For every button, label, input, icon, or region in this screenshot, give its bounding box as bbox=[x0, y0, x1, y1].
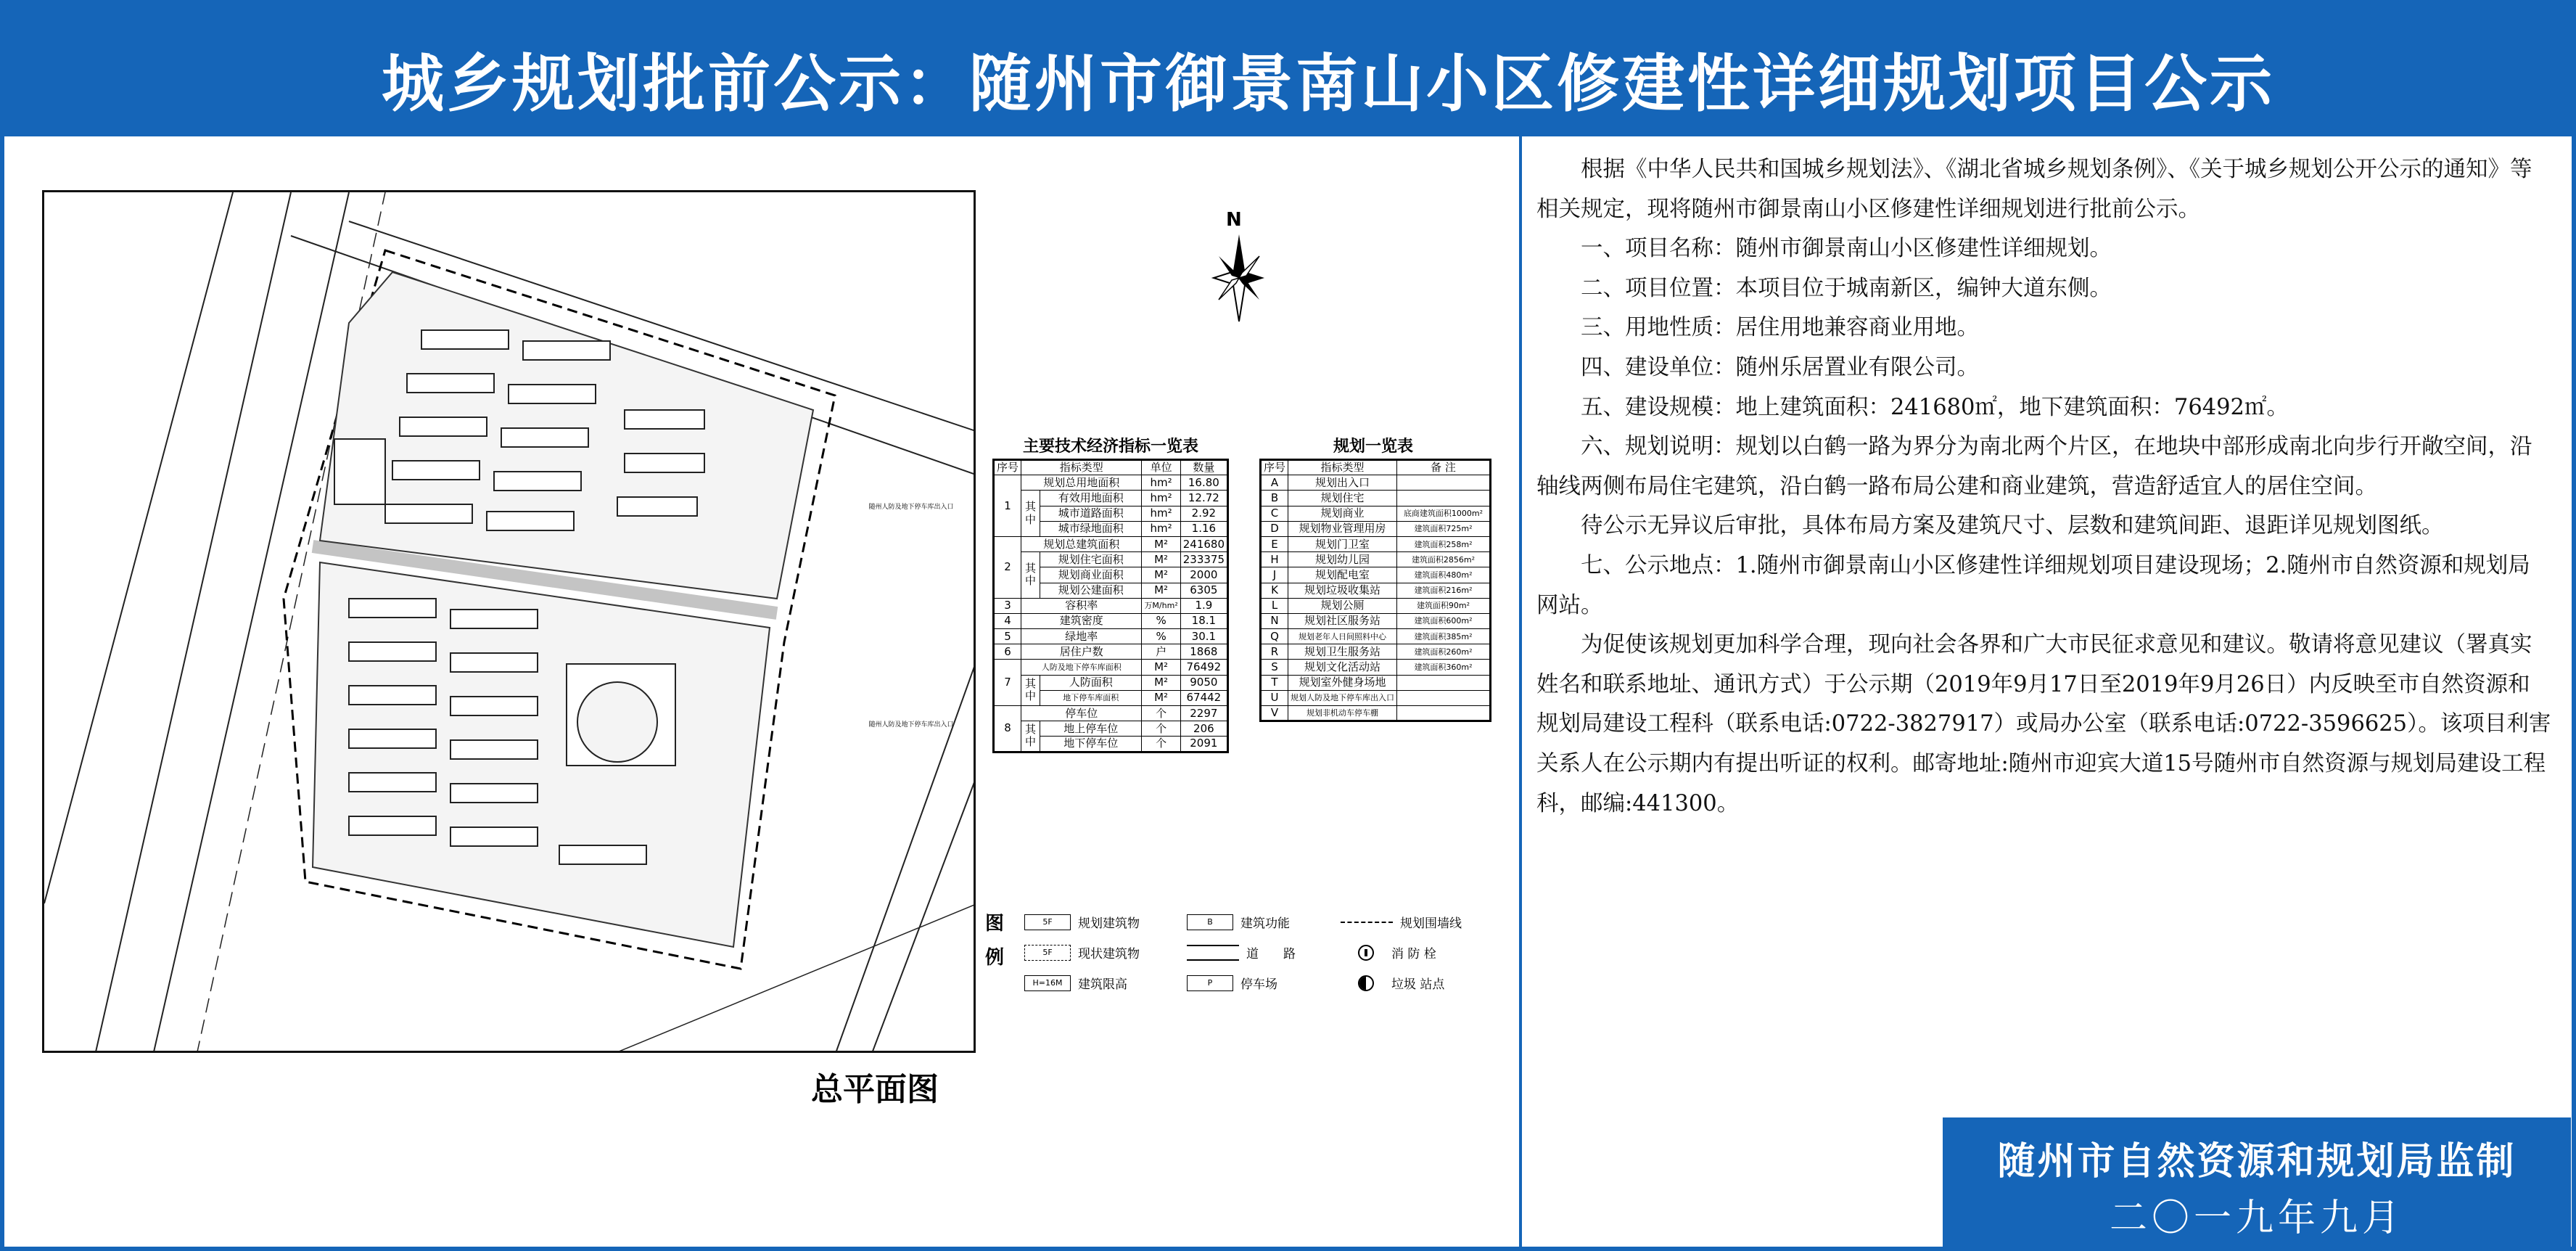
table-header: 单位 bbox=[1142, 460, 1180, 475]
table-header: 指标类型 bbox=[1021, 460, 1142, 475]
table-cell: A bbox=[1261, 475, 1288, 491]
table-cell: 容积率 bbox=[1021, 598, 1142, 613]
south-block bbox=[313, 562, 770, 947]
legend-item-existing-building bbox=[1024, 943, 1140, 961]
notice-paragraph: 待公示无异议后审批，具体布局方案及建筑尺寸、层数和建筑间距、退距详见规划图纸。 bbox=[1581, 513, 2444, 539]
table-cell: E bbox=[1261, 536, 1288, 551]
table-cell: 16.80 bbox=[1180, 475, 1227, 491]
notice-paragraph: 二、项目位置：本项目位于城南新区，编钟大道东侧。 bbox=[1581, 275, 2112, 301]
legend-swatch: 5F bbox=[1024, 945, 1071, 961]
building bbox=[334, 439, 385, 504]
table-cell: 建筑面积258m² bbox=[1397, 536, 1491, 551]
table-cell: 6 bbox=[994, 644, 1021, 660]
hydrant-icon bbox=[1358, 945, 1374, 961]
table-cell: 其中 bbox=[1021, 491, 1040, 537]
table-cell: 规划幼儿园 bbox=[1288, 552, 1397, 567]
table-cell: 规划卫生服务站 bbox=[1288, 644, 1397, 660]
table-cell: M² bbox=[1142, 552, 1180, 567]
table-cell: M² bbox=[1142, 583, 1180, 598]
table-cell: 规划公建面积 bbox=[1040, 583, 1142, 598]
road-note: 随州人防及地下停车库出入口 bbox=[868, 721, 954, 729]
plan-caption: 总平面图 bbox=[811, 1071, 939, 1108]
table-cell: 居住户数 bbox=[1021, 644, 1142, 660]
table-cell: 规划文化活动站 bbox=[1288, 660, 1397, 675]
table-cell: Q bbox=[1261, 629, 1288, 644]
table-cell: 地上停车位 bbox=[1040, 721, 1142, 737]
building bbox=[450, 653, 538, 672]
road-note: 随州人防及地下停车库出入口 bbox=[868, 504, 954, 511]
highway-west-line bbox=[44, 192, 233, 903]
table2-title: 规划一览表 bbox=[1333, 438, 1414, 456]
table-cell: 建筑面积2856m² bbox=[1397, 552, 1491, 567]
table-cell: 其中 bbox=[1021, 721, 1040, 752]
building bbox=[349, 729, 436, 748]
table-cell: 建筑面积90m² bbox=[1397, 598, 1491, 613]
legend-label: 建筑功能 bbox=[1240, 916, 1290, 931]
site-plan-drawing bbox=[42, 190, 976, 1053]
legend-item-road bbox=[1187, 943, 1296, 961]
table-cell: J bbox=[1261, 567, 1288, 583]
table-cell: C bbox=[1261, 506, 1288, 521]
highway-east-line bbox=[871, 773, 976, 1053]
table-cell: 规划人防及地下停车库出入口 bbox=[1288, 690, 1397, 705]
building bbox=[523, 341, 610, 360]
table-cell: 绿地率 bbox=[1021, 629, 1142, 644]
table-cell: 建筑面积385m² bbox=[1397, 629, 1491, 644]
table-cell: 76492 bbox=[1180, 660, 1227, 675]
legend-label: 消 防 栓 bbox=[1391, 947, 1436, 961]
notice-text bbox=[1536, 150, 2552, 824]
table-cell: hm² bbox=[1142, 506, 1180, 521]
table-cell: 规划非机动车停车棚 bbox=[1288, 706, 1397, 721]
table-cell: 1868 bbox=[1180, 644, 1227, 660]
building bbox=[349, 773, 436, 792]
table-cell: 底商建筑面积1000m² bbox=[1397, 506, 1491, 521]
table-cell bbox=[1397, 475, 1491, 491]
table-cell: S bbox=[1261, 660, 1288, 675]
table-cell: 个 bbox=[1142, 737, 1180, 752]
building bbox=[450, 697, 538, 715]
table-cell: B bbox=[1261, 491, 1288, 506]
table-cell: hm² bbox=[1142, 475, 1180, 491]
page-title: 城乡规划批前公示：随州市御景南山小区修建性详细规划项目公示 bbox=[382, 48, 2275, 120]
table-cell: 2 bbox=[994, 536, 1021, 598]
notice-paragraph: 三、用地性质：居住用地兼容商业用地。 bbox=[1581, 315, 1979, 341]
legend-swatch: B bbox=[1187, 914, 1233, 930]
table-cell: 其中 bbox=[1021, 675, 1040, 705]
table-cell: 1 bbox=[994, 475, 1021, 537]
table-cell: hm² bbox=[1142, 521, 1180, 536]
legend-heading bbox=[985, 907, 1007, 975]
table-cell: 18.1 bbox=[1180, 613, 1227, 628]
legend-label: 规划建筑物 bbox=[1078, 916, 1140, 931]
column-divider bbox=[1519, 136, 1522, 1247]
building bbox=[617, 497, 697, 516]
legend-item-garbage bbox=[1341, 974, 1444, 992]
legend-label: 道 路 bbox=[1246, 947, 1296, 961]
legend-item-height-limit bbox=[1024, 974, 1127, 992]
table-cell: 其中 bbox=[1021, 552, 1040, 599]
garbage-station-icon bbox=[1358, 975, 1374, 991]
table-cell: K bbox=[1261, 583, 1288, 598]
table-cell: 规划社区服务站 bbox=[1288, 613, 1397, 628]
notice-paragraph: 一、项目名称：随州市御景南山小区修建性详细规划。 bbox=[1581, 236, 2112, 262]
legend-head-char: 例 bbox=[985, 946, 1005, 969]
highway-west-line bbox=[95, 192, 291, 1053]
north-label: N bbox=[1226, 209, 1242, 231]
table-cell: 规划总用地面积 bbox=[1021, 475, 1142, 491]
table-header: 数量 bbox=[1180, 460, 1227, 475]
building bbox=[450, 784, 538, 803]
table-cell: 3 bbox=[994, 598, 1021, 613]
table-cell: L bbox=[1261, 598, 1288, 613]
table-cell: 建筑面积216m² bbox=[1397, 583, 1491, 598]
table-cell: 规划公厕 bbox=[1288, 598, 1397, 613]
table-cell bbox=[1397, 706, 1491, 721]
table-cell bbox=[1397, 690, 1491, 705]
building bbox=[407, 374, 494, 393]
table-cell: hm² bbox=[1142, 491, 1180, 506]
legend-item-boundary bbox=[1341, 913, 1462, 931]
building bbox=[487, 512, 574, 530]
building bbox=[421, 330, 509, 349]
building bbox=[349, 599, 436, 618]
table-cell: 6305 bbox=[1180, 583, 1227, 598]
table-cell: 2000 bbox=[1180, 567, 1227, 583]
table-cell: 户 bbox=[1142, 644, 1180, 660]
table-cell: 停车位 bbox=[1021, 706, 1142, 721]
table-cell: M² bbox=[1142, 660, 1180, 675]
building bbox=[400, 417, 487, 436]
table-cell: 5 bbox=[994, 629, 1021, 644]
table-cell: 建筑面积725m² bbox=[1397, 521, 1491, 536]
table-cell: 规划出入口 bbox=[1288, 475, 1397, 491]
legend-label: 建筑限高 bbox=[1078, 977, 1127, 992]
table-cell: M² bbox=[1142, 567, 1180, 583]
table-cell: 8 bbox=[994, 706, 1021, 752]
table-cell: 城市道路面积 bbox=[1040, 506, 1142, 521]
table-cell: 规划室外健身场地 bbox=[1288, 675, 1397, 690]
table-cell: 建筑密度 bbox=[1021, 613, 1142, 628]
building bbox=[559, 845, 646, 864]
legend-item-hydrant bbox=[1341, 943, 1436, 961]
table-cell: U bbox=[1261, 690, 1288, 705]
notice-paragraph: 为促使该规划更加科学合理，现向社会各界和广大市民征求意见和建议。敬请将意见建议（署真实姓名和联系地址、通讯方式）于公示期（2019年9月17日至2019年9月26日）内反映至市自然资源和规划局建设工程科（联系电话:0722-3827917）或局办公室（联系电话:0722-3596625）。该项目利害关系人在公示期内有提出听证的权利。邮寄地址:随州市迎宾大道15号随州市自然资源与规划局建设工程科，邮编:441300。 bbox=[1536, 632, 2551, 816]
table-cell: 地下停车库面积 bbox=[1040, 690, 1142, 705]
legend-item-planned-building bbox=[1024, 913, 1140, 931]
table1-title: 主要技术经济指标一览表 bbox=[1023, 438, 1199, 456]
building bbox=[509, 385, 596, 403]
table-cell: 12.72 bbox=[1180, 491, 1227, 506]
table-cell: 4 bbox=[994, 613, 1021, 628]
table-cell: 233375 bbox=[1180, 552, 1227, 567]
table-cell bbox=[1397, 675, 1491, 690]
table-cell: 规划商业面积 bbox=[1040, 567, 1142, 583]
table-cell: % bbox=[1142, 613, 1180, 628]
legend-label: 停车场 bbox=[1240, 977, 1277, 992]
table-cell: % bbox=[1142, 629, 1180, 644]
table-cell: 2297 bbox=[1180, 706, 1227, 721]
table-cell: 个 bbox=[1142, 721, 1180, 737]
table-cell bbox=[1397, 491, 1491, 506]
table-cell: 规划物业管理用房 bbox=[1288, 521, 1397, 536]
highway-east-line bbox=[835, 657, 976, 1053]
footer-banner bbox=[1943, 1117, 2571, 1247]
legend-swatch: H=16M bbox=[1024, 975, 1071, 991]
table-cell: 万M/hm² bbox=[1142, 598, 1180, 613]
building bbox=[450, 610, 538, 628]
road-symbol bbox=[1187, 945, 1239, 961]
footer-date: 二〇一九年九月 bbox=[2109, 1197, 2404, 1240]
table-cell: 建筑面积600m² bbox=[1397, 613, 1491, 628]
legend-swatch: P bbox=[1187, 975, 1233, 991]
building bbox=[349, 686, 436, 705]
table-cell: 7 bbox=[994, 660, 1021, 706]
building bbox=[625, 410, 704, 429]
table-cell: 有效用地面积 bbox=[1040, 491, 1142, 506]
building bbox=[494, 472, 581, 491]
legend-label: 垃圾 站点 bbox=[1391, 977, 1445, 992]
table-cell: M² bbox=[1142, 536, 1180, 551]
table-cell: 建筑面积480m² bbox=[1397, 567, 1491, 583]
building bbox=[450, 827, 538, 846]
table-cell: 个 bbox=[1142, 706, 1180, 721]
table-cell: 规划住宅 bbox=[1288, 491, 1397, 506]
footer-org: 随州市自然资源和规划局监制 bbox=[1997, 1139, 2517, 1184]
legend-item-function bbox=[1187, 913, 1290, 931]
table-cell: 人防及地下停车库面积 bbox=[1021, 660, 1142, 675]
table-cell: 规划老年人日间照料中心 bbox=[1288, 629, 1397, 644]
table-cell: V bbox=[1261, 706, 1288, 721]
notice-paragraph: 五、建设规模：地上建筑面积：241680㎡，地下建筑面积：76492㎡。 bbox=[1581, 394, 2289, 420]
building bbox=[385, 504, 472, 523]
table-cell: 67442 bbox=[1180, 690, 1227, 705]
legend-head-char: 图 bbox=[985, 913, 1005, 935]
building bbox=[349, 816, 436, 835]
table-cell: T bbox=[1261, 675, 1288, 690]
table-cell: 城市绿地面积 bbox=[1040, 521, 1142, 536]
legend-swatch: 5F bbox=[1024, 914, 1071, 930]
table-cell: 规划门卫室 bbox=[1288, 536, 1397, 551]
table-header: 序号 bbox=[994, 460, 1021, 475]
table-cell: D bbox=[1261, 521, 1288, 536]
building bbox=[392, 461, 480, 480]
notice-paragraph: 根据《中华人民共和国城乡规划法》、《湖北省城乡规划条例》、《关于城乡规划公开公示的通知》等相关规定，现将随州市御景南山小区修建性详细规划进行批前公示。 bbox=[1536, 157, 2532, 222]
table-cell: 1.9 bbox=[1180, 598, 1227, 613]
table-cell: M² bbox=[1142, 690, 1180, 705]
title-bar bbox=[4, 4, 2572, 136]
building bbox=[450, 740, 538, 759]
building bbox=[501, 428, 588, 447]
table-cell: N bbox=[1261, 613, 1288, 628]
notice-paragraph: 六、规划说明：规划以白鹤一路为界分为南北两个片区，在地块中部形成南北向步行开敞空间，沿轴线两侧布局住宅建筑，沿白鹤一路布局公建和商业建筑，营造舒适宜人的居住空间。 bbox=[1536, 434, 2532, 499]
table-cell: 2091 bbox=[1180, 737, 1227, 752]
building bbox=[625, 454, 704, 472]
table-cell: 建筑面积360m² bbox=[1397, 660, 1491, 675]
table-cell: R bbox=[1261, 644, 1288, 660]
table-cell: 地下停车位 bbox=[1040, 737, 1142, 752]
planning-list-table bbox=[1259, 459, 1491, 722]
table-cell: 1.16 bbox=[1180, 521, 1227, 536]
compass-icon bbox=[1210, 231, 1268, 325]
legend-label: 规划围墙线 bbox=[1400, 916, 1462, 931]
table-cell: 人防面积 bbox=[1040, 675, 1142, 690]
table-cell: 30.1 bbox=[1180, 629, 1227, 644]
table-cell: 9050 bbox=[1180, 675, 1227, 690]
table-cell: 规划商业 bbox=[1288, 506, 1397, 521]
table-header: 备 注 bbox=[1397, 460, 1491, 475]
boundary-line-symbol bbox=[1341, 922, 1393, 923]
table-cell: 规划配电室 bbox=[1288, 567, 1397, 583]
table-cell: 规划垃圾收集站 bbox=[1288, 583, 1397, 598]
indicator-table bbox=[992, 459, 1229, 753]
table-header: 指标类型 bbox=[1288, 460, 1397, 475]
table-cell: 规划总建筑面积 bbox=[1021, 536, 1142, 551]
table-cell: 建筑面积260m² bbox=[1397, 644, 1491, 660]
table-cell: 241680 bbox=[1180, 536, 1227, 551]
table-cell: 规划住宅面积 bbox=[1040, 552, 1142, 567]
notice-paragraph: 七、公示地点：1.随州市御景南山小区修建性详细规划项目建设现场；2.随州市自然资源和规划局网站。 bbox=[1536, 552, 2530, 618]
table-cell: 2.92 bbox=[1180, 506, 1227, 521]
plaza bbox=[577, 682, 657, 762]
building bbox=[349, 642, 436, 661]
table-header: 序号 bbox=[1261, 460, 1288, 475]
table-cell: 206 bbox=[1180, 721, 1227, 737]
notice-paragraph: 四、建设单位：随州乐居置业有限公司。 bbox=[1581, 354, 1979, 380]
legend-label: 现状建筑物 bbox=[1078, 947, 1140, 961]
legend-item-parking bbox=[1187, 974, 1277, 992]
table-cell: H bbox=[1261, 552, 1288, 567]
table-cell: M² bbox=[1142, 675, 1180, 690]
